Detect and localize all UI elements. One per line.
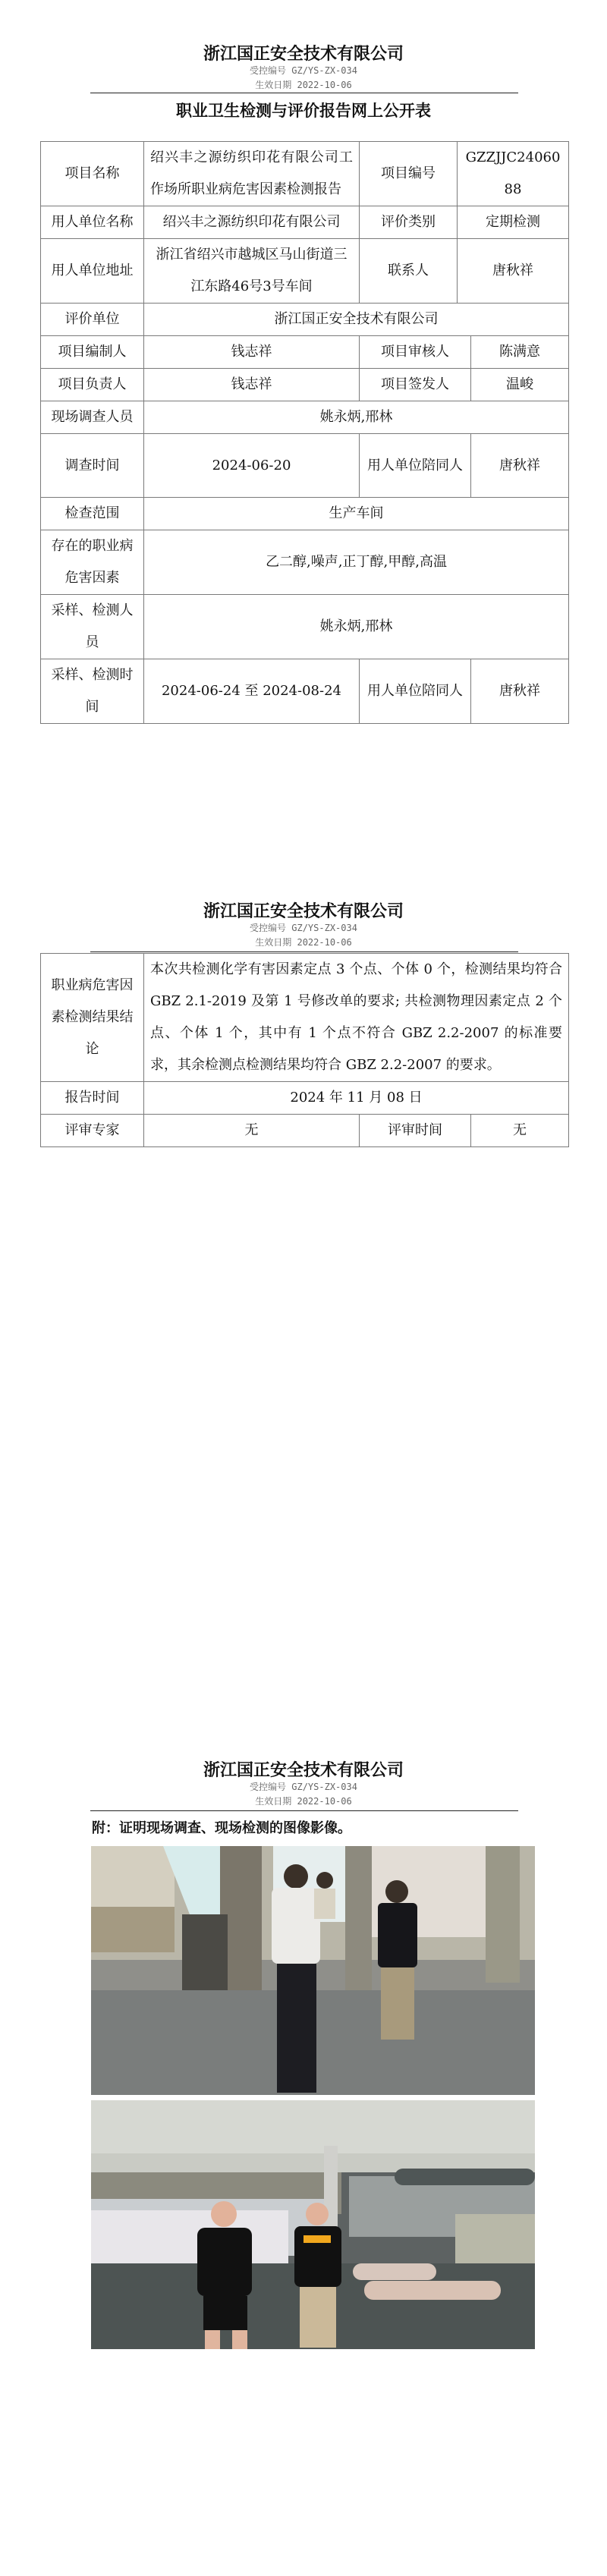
page2-header xyxy=(0,901,607,950)
effective-date: 生效日期 2022-10-06 xyxy=(255,1796,352,1807)
employer-value: 绍兴丰之源纺织印花有限公司 xyxy=(144,206,360,239)
survey-staff-label: 现场调查人员 xyxy=(41,401,144,434)
scope-label: 检查范围 xyxy=(41,498,144,530)
table-row xyxy=(41,401,569,434)
project-name-label: 项目名称 xyxy=(41,142,144,206)
survey-time-label: 调查时间 xyxy=(41,434,144,498)
conclusion-table xyxy=(40,953,569,1147)
document-title: 职业卫生检测与评价报告网上公开表 xyxy=(176,101,431,120)
scope-value: 生产车间 xyxy=(144,498,569,530)
project-no-value: GZZJJC2406088 xyxy=(458,142,569,206)
review-time-value: 无 xyxy=(471,1115,569,1147)
sampling-staff-label: 采样、检测人员 xyxy=(41,595,144,659)
table-row xyxy=(41,336,569,369)
table-row xyxy=(41,954,569,1082)
control-number: 受控编号 GZ/YS-ZX-034 xyxy=(250,65,357,76)
contact-value: 唐秋祥 xyxy=(458,239,569,304)
table-row xyxy=(41,304,569,336)
hazards-label: 存在的职业病危害因素 xyxy=(41,530,144,595)
table-row xyxy=(41,1082,569,1115)
escort-label: 用人单位陪同人 xyxy=(360,434,471,498)
conclusion-value: 本次共检测化学有害因素定点 3 个点、个体 0 个，检测结果均符合 GBZ 2.1-2019 及第 1 号修改单的要求; 共检测物理因素定点 2 个点、个体 1 个，其中有 1 个点不符合 GBZ 2.2-2007 的标准要求，其余检测点检测结果均符合 GBZ 2.2-2007 的要求。 xyxy=(144,954,569,1082)
company-name: 浙江国正安全技术有限公司 xyxy=(203,901,404,921)
employer-label: 用人单位名称 xyxy=(41,206,144,239)
reviewer-value: 陈满意 xyxy=(471,336,569,369)
effective-date: 生效日期 2022-10-06 xyxy=(255,80,352,90)
escort2-value: 唐秋祥 xyxy=(471,659,569,724)
expert-value: 无 xyxy=(144,1115,360,1147)
escort2-label: 用人单位陪同人 xyxy=(360,659,471,724)
escort-value: 唐秋祥 xyxy=(471,434,569,498)
report-time-label: 报告时间 xyxy=(41,1082,144,1115)
header-divider xyxy=(90,951,518,952)
conclusion-label: 职业病危害因素检测结果结论 xyxy=(41,954,144,1082)
sampling-staff-value: 姚永炳,邢林 xyxy=(144,595,569,659)
site-detection-photo xyxy=(91,2100,535,2349)
evaluator-label: 评价单位 xyxy=(41,304,144,336)
compiler-value: 钱志祥 xyxy=(144,336,360,369)
project-name-value: 绍兴丰之源纺织印花有限公司工作场所职业病危害因素检测报告 xyxy=(144,142,360,206)
appendix-title: 附：证明现场调查、现场检测的图像影像。 xyxy=(92,1820,351,1836)
sampling-time-value: 2024-06-24 至 2024-08-24 xyxy=(144,659,360,724)
compiler-label: 项目编制人 xyxy=(41,336,144,369)
issuer-label: 项目签发人 xyxy=(360,369,471,401)
issuer-value: 温峻 xyxy=(471,369,569,401)
table-row xyxy=(41,369,569,401)
evaluator-value: 浙江国正安全技术有限公司 xyxy=(144,304,569,336)
leader-value: 钱志祥 xyxy=(144,369,360,401)
table-row xyxy=(41,142,569,206)
leader-label: 项目负责人 xyxy=(41,369,144,401)
survey-staff-value: 姚永炳,邢林 xyxy=(144,401,569,434)
table-row xyxy=(41,434,569,498)
survey-time-value: 2024-06-20 xyxy=(144,434,360,498)
address-label: 用人单位地址 xyxy=(41,239,144,304)
header-divider xyxy=(90,1810,518,1811)
project-no-label: 项目编号 xyxy=(360,142,458,206)
review-time-label: 评审时间 xyxy=(360,1115,471,1147)
effective-date: 生效日期 2022-10-06 xyxy=(255,937,352,948)
table-row xyxy=(41,530,569,595)
table-row xyxy=(41,595,569,659)
address-value: 浙江省绍兴市越城区马山街道三江东路46号3号车间 xyxy=(144,239,360,304)
sampling-time-label: 采样、检测时间 xyxy=(41,659,144,724)
eval-type-value: 定期检测 xyxy=(458,206,569,239)
company-name: 浙江国正安全技术有限公司 xyxy=(203,44,404,64)
table-row xyxy=(41,239,569,304)
page1-header xyxy=(0,44,607,93)
contact-label: 联系人 xyxy=(360,239,458,304)
disclosure-table xyxy=(40,141,569,724)
table-row xyxy=(41,659,569,724)
table-row xyxy=(41,206,569,239)
reviewer-label: 项目审核人 xyxy=(360,336,471,369)
control-number: 受控编号 GZ/YS-ZX-034 xyxy=(250,1782,357,1792)
table-row xyxy=(41,1115,569,1147)
table-row xyxy=(41,498,569,530)
site-survey-photo xyxy=(91,1846,535,2095)
page3-header xyxy=(0,1760,607,1809)
company-name: 浙江国正安全技术有限公司 xyxy=(203,1760,404,1780)
control-number: 受控编号 GZ/YS-ZX-034 xyxy=(250,923,357,933)
eval-type-label: 评价类别 xyxy=(360,206,458,239)
expert-label: 评审专家 xyxy=(41,1115,144,1147)
hazards-value: 乙二醇,噪声,正丁醇,甲醇,高温 xyxy=(144,530,569,595)
report-time-value: 2024 年 11 月 08 日 xyxy=(144,1082,569,1115)
